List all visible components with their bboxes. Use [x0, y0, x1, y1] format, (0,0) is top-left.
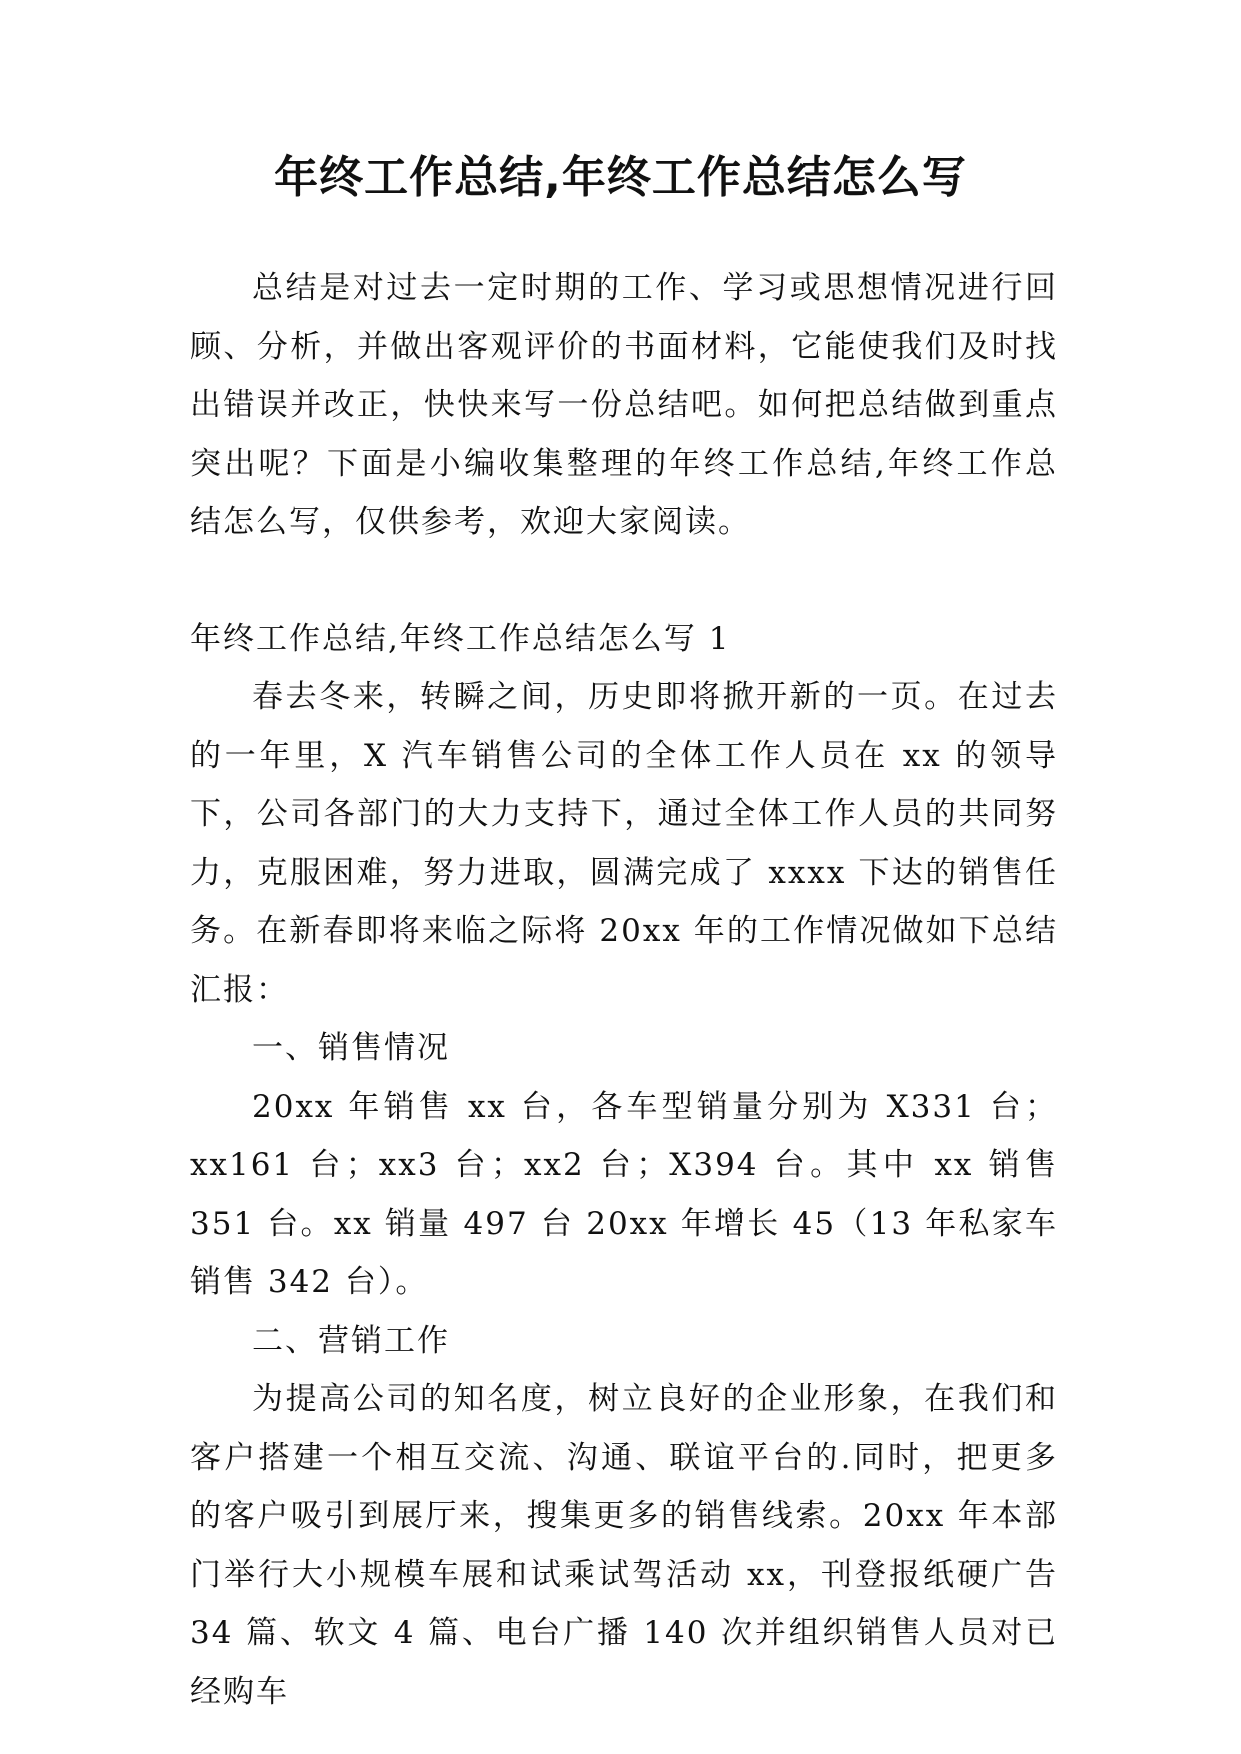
body-paragraph-2: 20xx 年销售 xx 台，各车型销量分别为 X331 台；xx161 台；xx3 台；xx2 台；X394 台。其中 xx 销售 351 台。xx 销量 497 台 20xx 年增长 45（13 年私家车销售 342 台）。: [190, 1088, 1058, 1300]
marketing-heading: 二、营销工作: [252, 1322, 450, 1359]
section-heading: 年终工作总结,年终工作总结怎么写 1: [190, 620, 731, 657]
section-gap: [190, 552, 1058, 610]
body-paragraph-3: 为提高公司的知名度，树立良好的企业形象，在我们和客户搭建一个相互交流、沟通、联谊平台的.同时，把更多的客户吸引到展厅来，搜集更多的销售线索。20xx 年本部门举行大小规模车展和试乘试驾活动 xx，刊登报纸硬广告 34 篇、软文 4 篇、电台广播 140 次并组织销售人员对已经购车: [190, 1381, 1058, 1710]
body-paragraph-1: 春去冬来，转瞬之间，历史即将掀开新的一页。在过去的一年里，X 汽车销售公司的全体工作人员在 xx 的领导下，公司各部门的大力支持下，通过全体工作人员的共同努力，克服困难，努力进取，圆满完成了 xxxx 下达的销售任务。在新春即将来临之际将 20xx 年的工作情况做如下总结汇报：: [190, 679, 1058, 1008]
document-title: 年终工作总结,年终工作总结怎么写: [274, 152, 967, 203]
sales-heading: 一、销售情况: [252, 1030, 450, 1066]
document-body: [190, 259, 1058, 1721]
intro-paragraph: 总结是对过去一定时期的工作、学习或思想情况进行回顾、分析，并做出客观评价的书面材料，它能使我们及时找出错误并改正，快快来写一份总结吧。如何把总结做到重点突出呢？下面是小编收集整理的年终工作总结,年终工作总结怎么写，仅供参考，欢迎大家阅读。: [190, 270, 1058, 540]
